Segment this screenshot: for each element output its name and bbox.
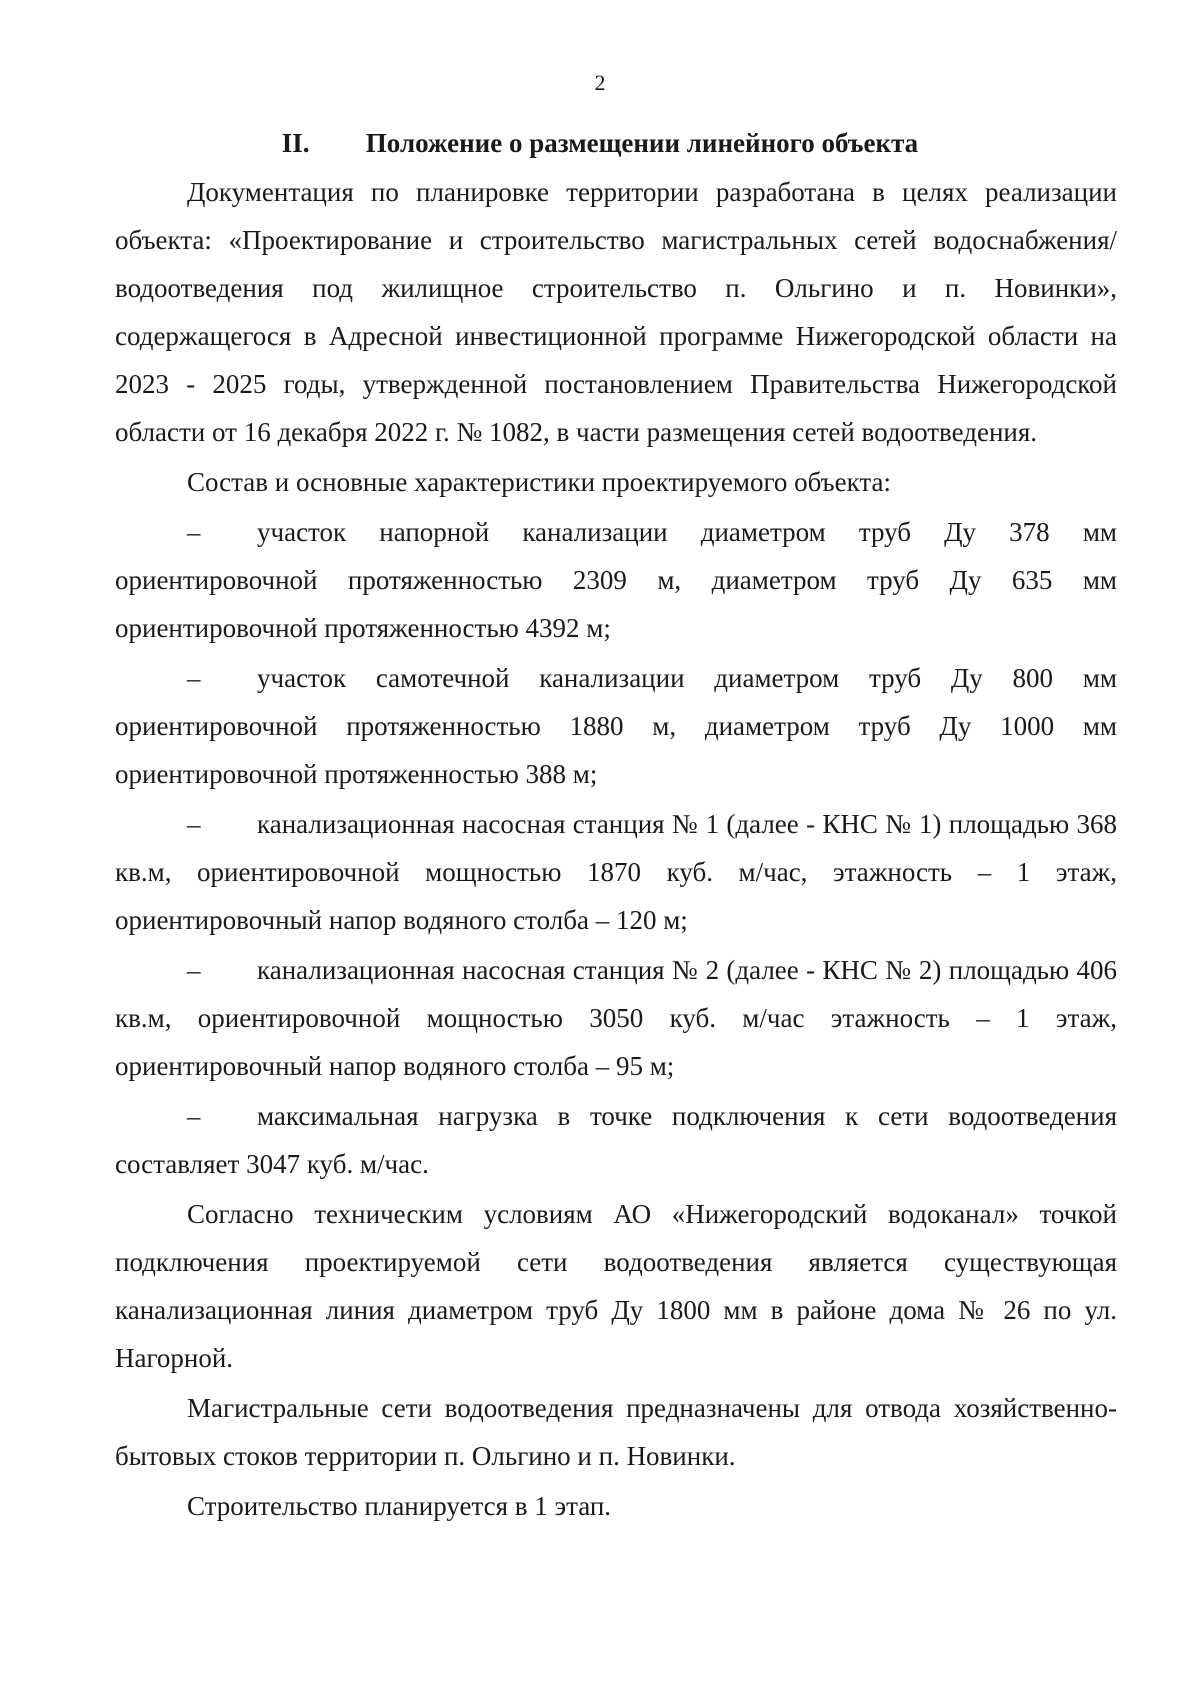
list-item-pump-station-1 bbox=[115, 800, 1117, 944]
list-item-pump-station-2 bbox=[115, 946, 1117, 1090]
list-dash: – bbox=[187, 1101, 201, 1131]
list-dash: – bbox=[187, 663, 201, 693]
list-dash: – bbox=[187, 517, 201, 547]
paragraph-purpose: Документация по планировке территории разработана в целях реализации объекта: «Проектирование и строительство магистральных сетей водоснабжения/водоотведения под жилищное строительство п. Ольгино и п. Новинки», содержащегося в Адресной инвестиционной программе Нижегородской области на 2023 - 2025 годы, утвержденной постановлением Правительства Нижегородской области от 16 декабря 2022 г. № 1082, в части размещения сетей водоотведения. bbox=[115, 177, 1117, 447]
paragraph-composition-intro: Состав и основные характеристики проектируемого объекта: bbox=[187, 467, 891, 497]
section-title: Положение о размещении линейного объекта bbox=[365, 128, 919, 158]
list-item-max-load bbox=[115, 1092, 1117, 1188]
list-dash: – bbox=[187, 809, 201, 839]
list-item-pressure-sewer bbox=[115, 508, 1117, 652]
list-item-text: максимальная нагрузка в точке подключения к сети водоотведения составляет 3047 куб. м/час. bbox=[115, 1101, 1117, 1179]
list-item-text: канализационная насосная станция № 1 (далее - КНС № 1) площадью 368 кв.м, ориентировочной мощностью 1870 куб. м/час, этажность – 1 этаж, ориентировочный напор водяного столба – 120 м; bbox=[115, 809, 1117, 935]
list-dash: – bbox=[187, 955, 201, 985]
paragraph-connection-point: Согласно техническим условиям АО «Нижегородский водоканал» точкой подключения проектируемой сети водоотведения является существующая канализационная линия диаметром труб Ду 1800 мм в районе дома № 26 по ул. Нагорной. bbox=[115, 1199, 1117, 1373]
paragraph-purpose-of-networks: Магистральные сети водоотведения предназначены для отвода хозяйственно-бытовых стоков территории п. Ольгино и п. Новинки. bbox=[115, 1393, 1117, 1471]
section-heading bbox=[0, 127, 1200, 159]
list-item-gravity-sewer bbox=[115, 654, 1117, 798]
document-body bbox=[115, 168, 1117, 1532]
list-item-text: участок самотечной канализации диаметром труб Ду 800 мм ориентировочной протяженностью 1880 м, диаметром труб Ду 1000 мм ориентировочной протяженностью 388 м; bbox=[115, 663, 1117, 789]
paragraph-construction-stages: Строительство планируется в 1 этап. bbox=[187, 1491, 612, 1521]
list-item-text: участок напорной канализации диаметром труб Ду 378 мм ориентировочной протяженностью 2309 м, диаметром труб Ду 635 мм ориентировочной протяженностью 4392 м; bbox=[115, 517, 1117, 643]
section-number: II. bbox=[281, 128, 310, 158]
page-number: 2 bbox=[594, 70, 606, 95]
list-item-text: канализационная насосная станция № 2 (далее - КНС № 2) площадью 406 кв.м, ориентировочной мощностью 3050 куб. м/час этажность – 1 этаж, ориентировочный напор водяного столба – 95 м; bbox=[115, 955, 1117, 1081]
